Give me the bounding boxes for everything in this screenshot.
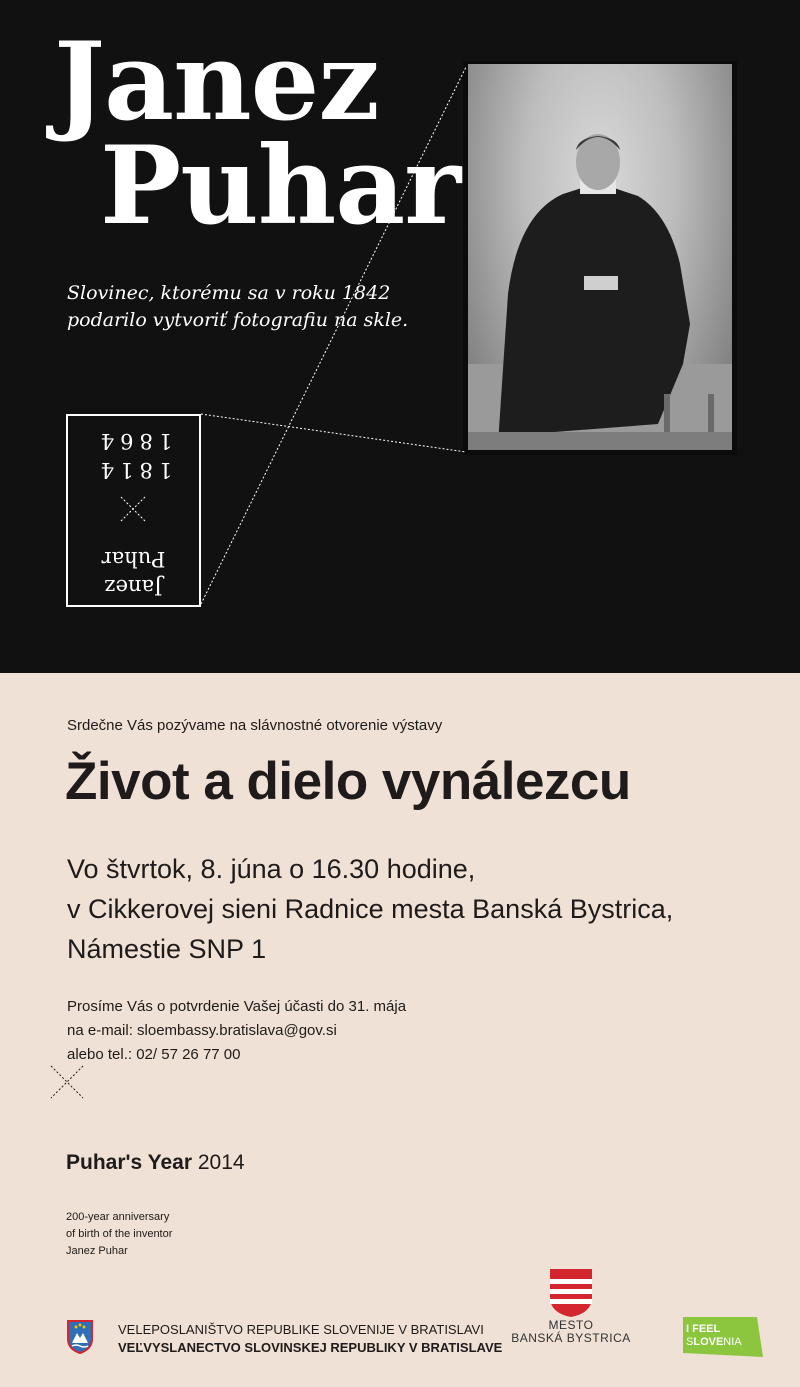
mesto-banska-bystrica-logo — [503, 1267, 639, 1345]
event-address: Námestie SNP 1 — [67, 934, 267, 964]
ifeel-love: LOVE — [693, 1336, 724, 1348]
box-death-year: 1864 — [94, 429, 173, 453]
svg-text:SLOVENIA — [686, 1336, 742, 1348]
box-birth-year: 1814 — [94, 458, 173, 482]
mesto-label: MESTO — [548, 1318, 594, 1332]
ifeel-nia: NIA — [723, 1336, 742, 1348]
rsvp-email: na e-mail: sloembassy.bratislava@gov.si — [67, 1022, 337, 1039]
anniversary-line-3: Janez Puhar — [66, 1245, 128, 1257]
title-last-name: Puhar — [100, 123, 461, 249]
puhars-year-label: Puhar's Year — [66, 1151, 193, 1174]
rsvp-details — [67, 995, 406, 1067]
exhibition-title: Život a dielo vynálezcu — [65, 752, 631, 811]
event-venue: v Cikkerovej sieni Radnice mesta Banská Bystrica, — [67, 894, 674, 924]
box-last-name: Puhar — [101, 547, 166, 571]
banska-bystrica-crest-icon — [548, 1267, 594, 1319]
rsvp-deadline: Prosíme Vás o potvrdenie Vašej účasti do 31. mája — [67, 998, 407, 1015]
subtitle-line-2: podarilo vytvoriť fotografiu na skle. — [67, 309, 409, 331]
event-date: Vo štvrtok, 8. júna o 16.30 hodine, — [67, 854, 476, 884]
anniversary-line-2: of birth of the inventor — [66, 1228, 173, 1240]
rsvp-phone: alebo tel.: 02/ 57 26 77 00 — [67, 1046, 241, 1063]
banska-bystrica-label: BANSKÁ BYSTRICA — [511, 1331, 631, 1345]
slovenia-coat-of-arms-icon — [66, 1319, 94, 1355]
ifeel-label: I FEEL — [686, 1323, 721, 1335]
dates-box — [66, 414, 201, 607]
invitation-section — [0, 673, 800, 1387]
subtitle-line-1: Slovinec, ktorému sa v roku 1842 — [67, 282, 391, 304]
dates-box-inverted — [68, 416, 199, 605]
box-first-name: Janez — [104, 575, 163, 599]
title-first-name: Janez — [54, 19, 379, 145]
anniversary-note — [66, 1209, 172, 1260]
anniversary-line-1: 200-year anniversary — [66, 1211, 170, 1223]
invitation-intro: Srdečne Vás pozývame na slávnostné otvorenie výstavy — [67, 717, 443, 734]
cross-icon — [50, 1065, 84, 1099]
hero-section — [0, 0, 800, 673]
cross-icon — [120, 496, 146, 522]
ifeel-s: S — [686, 1336, 694, 1348]
embassy-name-slovak: VEĽVYSLANECTVO SLOVINSKEJ REPUBLIKY V BRATISLAVE — [118, 1340, 503, 1355]
i-feel-slovenia-logo — [683, 1317, 763, 1357]
puhars-year — [66, 1151, 245, 1175]
puhars-year-number: 2014 — [197, 1151, 245, 1174]
embassy-name — [118, 1321, 502, 1357]
embassy-name-slovene: VELEPOSLANIŠTVO REPUBLIKE SLOVENIJE V BRATISLAVI — [118, 1322, 484, 1337]
event-details — [67, 849, 673, 969]
